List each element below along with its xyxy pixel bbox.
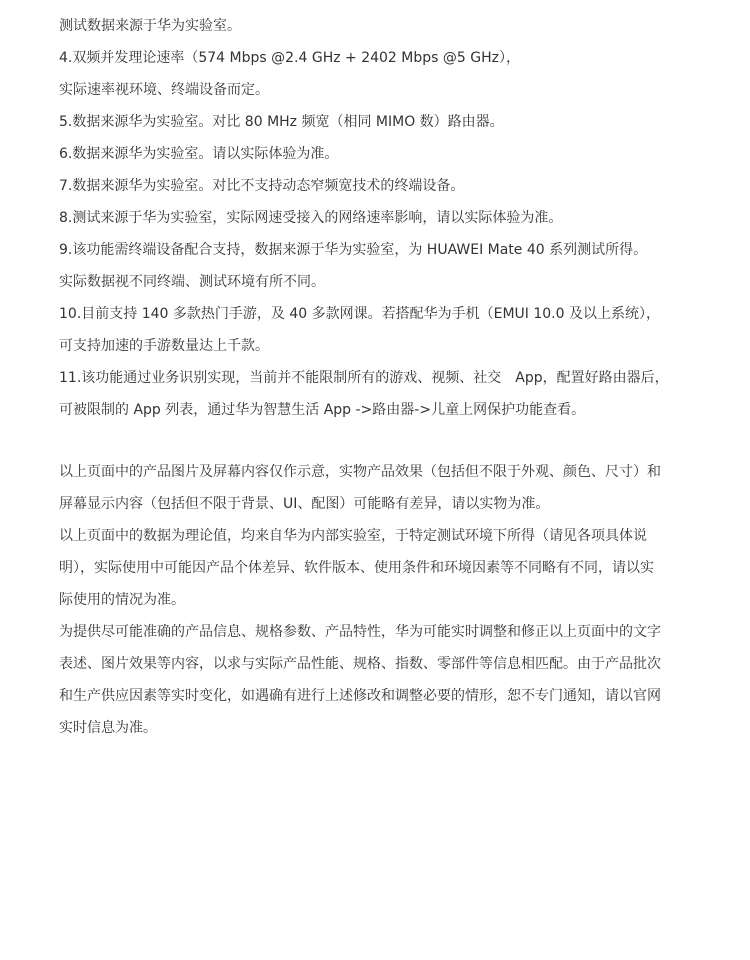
footnote-4-line: 4.双频并发理论速率（574 Mbps @2.4 GHz + 2402 Mbps @5 GHz），	[59, 50, 520, 66]
footnote-7-line: 7.数据来源华为实验室。对比不支持动态窄频宽技术的终端设备。	[59, 178, 465, 194]
footnote-10-line: 10.目前支持 140 多款热门手游，及 40 多款网课。若搭配华为手机（EMUI 10.0 及以上系统），	[59, 306, 660, 322]
footnote-line: 测试数据来源于华为实验室。	[59, 18, 241, 34]
footnote-11-line: 11.该功能通过业务识别实现，当前并不能限制所有的游戏、视频、社交 App，配置好路由器后，	[59, 370, 669, 386]
disclaimer-line: 为提供尽可能准确的产品信息、规格参数、产品特性，华为可能实时调整和修正以上页面中的文字	[59, 624, 661, 640]
footnote-line: 实际速率视环境、终端设备而定。	[59, 82, 269, 98]
footnote-line: 实际数据视不同终端、测试环境有所不同。	[59, 274, 325, 290]
disclaimer-line: 表述、图片效果等内容，以求与实际产品性能、规格、指数、零部件等信息相匹配。由于产品批次	[59, 656, 661, 672]
disclaimer-line: 屏幕显示内容（包括但不限于背景、UI、配图）可能略有差异，请以实物为准。	[59, 496, 550, 512]
disclaimer-update-paragraph	[59, 616, 699, 744]
disclaimer-line: 以上页面中的数据为理论值，均来自华为内部实验室，于特定测试环境下所得（请见各项具体说	[59, 528, 647, 544]
disclaimer-line: 和生产供应因素等实时变化，如遇确有进行上述修改和调整必要的情形，恕不专门通知，请以官网	[59, 688, 661, 704]
disclaimer-line: 以上页面中的产品图片及屏幕内容仅作示意，实物产品效果（包括但不限于外观、颜色、尺寸）和	[59, 464, 661, 480]
disclaimer-data-paragraph	[59, 520, 699, 616]
disclaimer-line: 实时信息为准。	[59, 720, 157, 736]
footnote-8-line: 8.测试来源于华为实验室，实际网速受接入的网络速率影响，请以实际体验为准。	[59, 210, 563, 226]
footnote-line: 可被限制的 App 列表，通过华为智慧生活 App ->路由器->儿童上网保护功能查看。	[59, 402, 586, 418]
disclaimer-image-paragraph	[59, 456, 699, 520]
footnote-6-line: 6.数据来源华为实验室。请以实际体验为准。	[59, 146, 339, 162]
disclaimer-line: 际使用的情况为准。	[59, 592, 185, 608]
disclaimer-line: 明），实际使用中可能因产品个体差异、软件版本、使用条件和环境因素等不同略有不同，请以实	[59, 560, 654, 576]
footnotes-section	[59, 10, 699, 426]
disclaimer-section	[59, 456, 699, 744]
footnote-line: 可支持加速的手游数量达上千款。	[59, 338, 269, 354]
footnote-5-line: 5.数据来源华为实验室。对比 80 MHz 频宽（相同 MIMO 数）路由器。	[59, 114, 504, 130]
footnote-9-line: 9.该功能需终端设备配合支持，数据来源于华为实验室，为 HUAWEI Mate 40 系列测试所得。	[59, 242, 648, 258]
